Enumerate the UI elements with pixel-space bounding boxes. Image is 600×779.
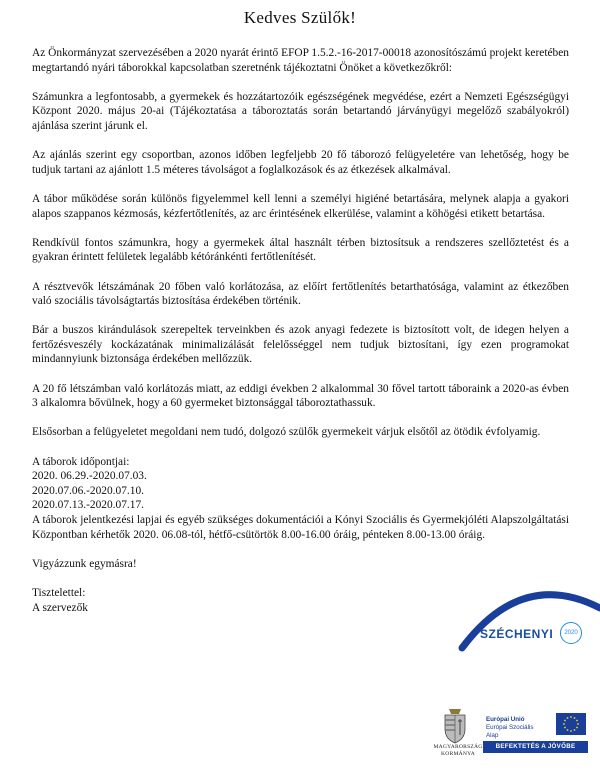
page-title: Kedves Szülők! <box>243 8 357 27</box>
schedule-date: 2020.07.06.-2020.07.10. <box>32 484 145 497</box>
camp-schedule <box>32 455 569 543</box>
letter-body <box>32 46 569 615</box>
schedule-heading: A táborok időpontjai: <box>32 455 130 468</box>
eu-fund-text <box>486 716 533 739</box>
schedule-date: 2020.07.13.-2020.07.17. <box>32 499 145 512</box>
eu-text-line: Európai Unió <box>486 716 525 723</box>
paragraph-excursions: Bár a buszos kirándulások szerepeltek terveinkben és azok anyagi fedezete is biztosított volt, de idegen helyen a fertőzésveszély kockázatának minimalizálását felelősséggel nem tudjuk biztosítani, így ezen programokat mindannyiunk biztonsága érdekében mellőzzük. <box>32 324 569 366</box>
paragraph-group-size: Az ajánlás szerint egy csoportban, azonos időben legfeljebb 20 fő táborozó felügyeletére van lehetőség, hogy be tudjuk tartani az ajánlott 1.5 méteres távolságot a foglalkozások és az étkezések alkalmával. <box>32 149 569 176</box>
government-caption-line2: KORMÁNYA <box>441 751 475 757</box>
hungarian-coat-of-arms-icon <box>440 705 470 745</box>
paragraph-eligibility: Elsősorban a felügyeletet megoldani nem tudó, dolgozó szülők gyermekeit várjuk elsőtől az ötödik évfolyamig. <box>32 426 541 439</box>
paragraph-ventilation: Rendkívül fontos számunkra, hogy a gyermekek által használt térben biztosítsuk a rendszeres szellőztetést és a gyakran érintett felületek legalább kétóránkénti fertőtlenítését. <box>32 236 569 264</box>
eu-text-line: Alap <box>486 731 499 739</box>
government-caption-line1: MAGYARORSZÁG <box>433 744 483 750</box>
paragraph-limitation: A résztvevők létszámának 20 főben való korlátozása, az előírt fertőtlenítés betarthatósága, valamint az étkezőben való szociális távolságtartás biztosítása érdekében történik. <box>32 280 569 308</box>
szechenyi-year-badge: 2020 <box>560 622 582 644</box>
signature-greeting: Tisztelettel: <box>32 586 86 599</box>
schedule-date: 2020. 06.29.-2020.07.03. <box>32 470 147 483</box>
closing-line: Vigyázzunk egymásra! <box>32 557 137 570</box>
eu-text-line: Európai Szociális <box>486 723 534 731</box>
invest-in-future-banner: BEFEKTETÉS A JÖVŐBE <box>483 741 588 753</box>
paragraph-intro: Az Önkormányzat szervezésében a 2020 nyarát érintő EFOP 1.5.2.-16-2017-00018 azonosítószámú projekt keretében megtartandó nyári táborokkal kapcsolatban szeretnénk tájékoztatni Önöket a következőkről: <box>32 47 569 74</box>
schedule-note: A táborok jelentkezési lapjai és egyéb szükséges dokumentációi a Kónyi Szociális és Gyermekjóléti Alapszolgáltatási Központban kérhetők 2020. 06.08-tól, hétfő-csütörtök 8.00-16.00 óráig, pénteken 8.00-13.00 óráig. <box>32 514 569 541</box>
paragraph-hygiene: A tábor működése során különös figyelemmel kell lenni a személyi higiéné betartására, melynek alapja a gyakori alapos szappanos kézmosás, kézfertőtlenítés, az arc érintésének elkerülése, valamint a köhögési etikett betartása. <box>32 192 569 220</box>
signature-name: A szervezők <box>32 601 88 614</box>
eu-flag-icon <box>556 713 586 735</box>
szechenyi-wordmark: SZÉCHENYI <box>480 627 554 641</box>
paragraph-priority: Számunkra a legfontosabb, a gyermekek és hozzátartozóik egészségének megvédése, ezért a Nemzeti Egészségügyi Központ 2020. május 20-ai (Tájékoztatása a táboroztatás során betartandó járványügyi megelőző szabályokról) ajánlása szerint járunk el. <box>32 90 569 132</box>
paragraph-sessions: A 20 fő létszámban való korlátozás miatt, az eddigi években 2 alkalommal 30 fővel tartott táboraink a 2020-as évben 3 alkalomra bővülnek, hogy a 60 gyermeket biztonsággal táboroztathassuk. <box>32 382 569 410</box>
